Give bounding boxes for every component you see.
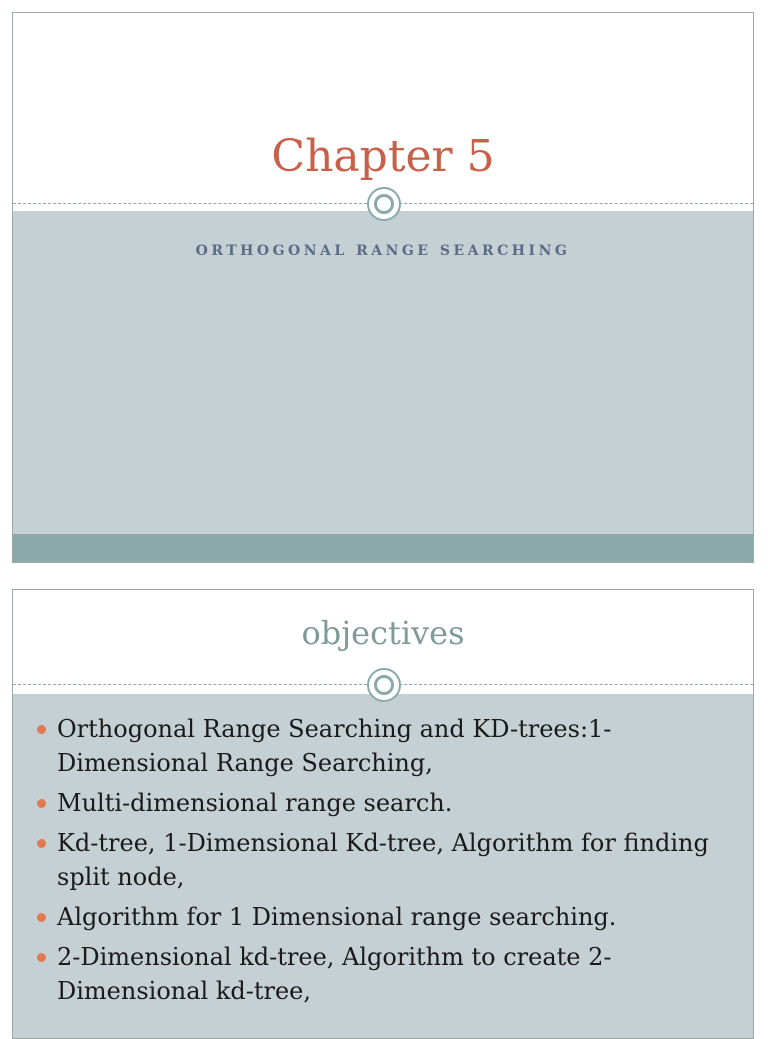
slide-objectives <box>12 589 754 1039</box>
slide-footer-bar <box>13 534 753 562</box>
bullet-icon <box>37 839 46 848</box>
list-item: Multi-dimensional range search. <box>35 786 733 820</box>
slide-title: objectives <box>301 614 465 652</box>
slide-body <box>13 211 753 536</box>
slide-subtitle: ORTHOGONAL RANGE SEARCHING <box>195 243 571 259</box>
circle-ornament-icon <box>367 187 401 221</box>
bullet-icon <box>37 913 46 922</box>
slide-title: Chapter 5 <box>271 131 495 182</box>
bullet-icon <box>37 799 46 808</box>
circle-ornament-icon <box>367 668 401 702</box>
objectives-list <box>35 712 733 1014</box>
list-item: Orthogonal Range Searching and KD-trees:1-Dimensional Range Searching, <box>35 712 733 780</box>
list-item: Algorithm for 1 Dimensional range searching. <box>35 900 733 934</box>
bullet-icon <box>37 725 46 734</box>
list-item: 2-Dimensional kd-tree, Algorithm to create 2-Dimensional kd-tree, <box>35 940 733 1008</box>
slide-body <box>13 694 753 1038</box>
bullet-icon <box>37 953 46 962</box>
list-item: Kd-tree, 1-Dimensional Kd-tree, Algorithm for finding split node, <box>35 826 733 894</box>
slide-chapter-5 <box>12 12 754 563</box>
